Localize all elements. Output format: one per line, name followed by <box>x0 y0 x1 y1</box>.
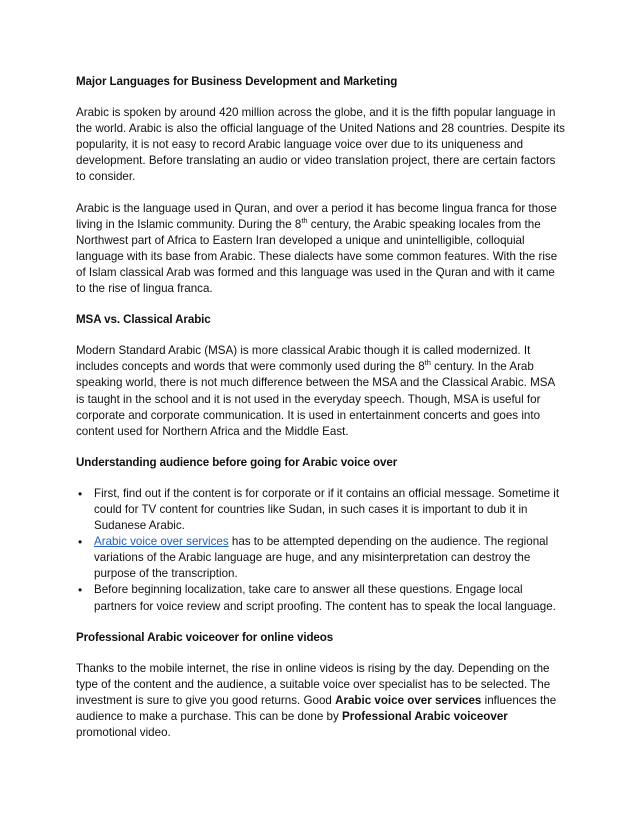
heading-professional-voiceover: Professional Arabic voiceover for online videos <box>76 630 334 644</box>
heading-msa-vs-classical: MSA vs. Classical Arabic <box>76 313 211 327</box>
p4-text-a: Thanks to the mobile internet, the rise in online videos is rising by the day. Depending on the type of the content and the audience, a suitable voice over specialist has to be selected. The investment is sure to give you good returns. Good <box>76 661 551 707</box>
ordinal-suffix: th <box>424 358 431 368</box>
bold-professional-arabic-voiceover: Professional Arabic voiceover <box>341 710 508 723</box>
bold-arabic-voice-over-services: Arabic voice over services <box>335 693 482 707</box>
paragraph-quran-lingua-franca <box>76 201 566 298</box>
bullet-item-audience <box>76 534 566 582</box>
p3-text-b: century. In the Arab speaking world, there is not much difference between the MSA and the Classical Arabic. MSA is taught in the school and it is not used in the everyday speech. Though, MSA is useful for corporate and corporate communication. It is used in entertainment concerts and goes into content used for Northern Africa and the Middle East. <box>76 360 555 438</box>
bullet-item-localization: • Before beginning localization, take care to answer all these questions. Engage local partners for voice review and script proofing. The content has to speak the local language. <box>76 582 566 614</box>
bullet-item-corporate: • First, find out if the content is for corporate or if it contains an official message. Sometime it could for TV content for countries like Sudan, in such cases it is important to dub it in Sudanese Arabic. <box>76 486 566 534</box>
bullet-list <box>76 486 566 615</box>
paragraph-msa <box>76 343 566 440</box>
p2-text-b: century, the Arabic speaking locales from the Northwest part of Africa to Eastern Iran developed a unique and unintelligible, colloquial language with its base from Arabic. These dialects have some common features. With the rise of Islam classical Arab was formed and this language was used in the Quran and with it came to the rise of lingua franca. <box>76 217 558 296</box>
p3-text-a: Modern Standard Arabic (MSA) is more classical Arabic though it is called modernized. It includes concepts and words that were commonly used during the 8 <box>76 344 531 374</box>
paragraph-online-videos <box>76 661 566 741</box>
document-body <box>76 74 566 756</box>
p2-text-a: Arabic is the language used in Quran, and over a period it has become lingua franca for those living in the Islamic community. During the 8 <box>76 201 557 231</box>
bullet2-text: has to be attempted depending on the audience. The regional variations of the Arabic language are huge, and any misinterpretation can destroy the purpose of the transcription. <box>94 535 549 581</box>
heading-major-languages: Major Languages for Business Development and Marketing <box>76 75 398 88</box>
p4-text-c: promotional video. <box>76 726 171 740</box>
p4-text-b: influences the audience to make a purchase. This can be done by <box>76 693 557 723</box>
paragraph-arabic-intro: Arabic is spoken by around 420 million across the globe, and it is the fifth popular language in the world. Arabic is also the official language of the United Nations and 28 countries. Despite its popularity, it is not easy to record Arabic language voice over due to its uniqueness and development. Before translating an audio or video translation project, there are certain factors to consider. <box>76 106 565 184</box>
arabic-voice-over-services-link[interactable]: Arabic voice over services <box>94 535 229 549</box>
ordinal-suffix: th <box>301 215 308 225</box>
heading-understanding-audience: Understanding audience before going for Arabic voice over <box>76 455 398 469</box>
